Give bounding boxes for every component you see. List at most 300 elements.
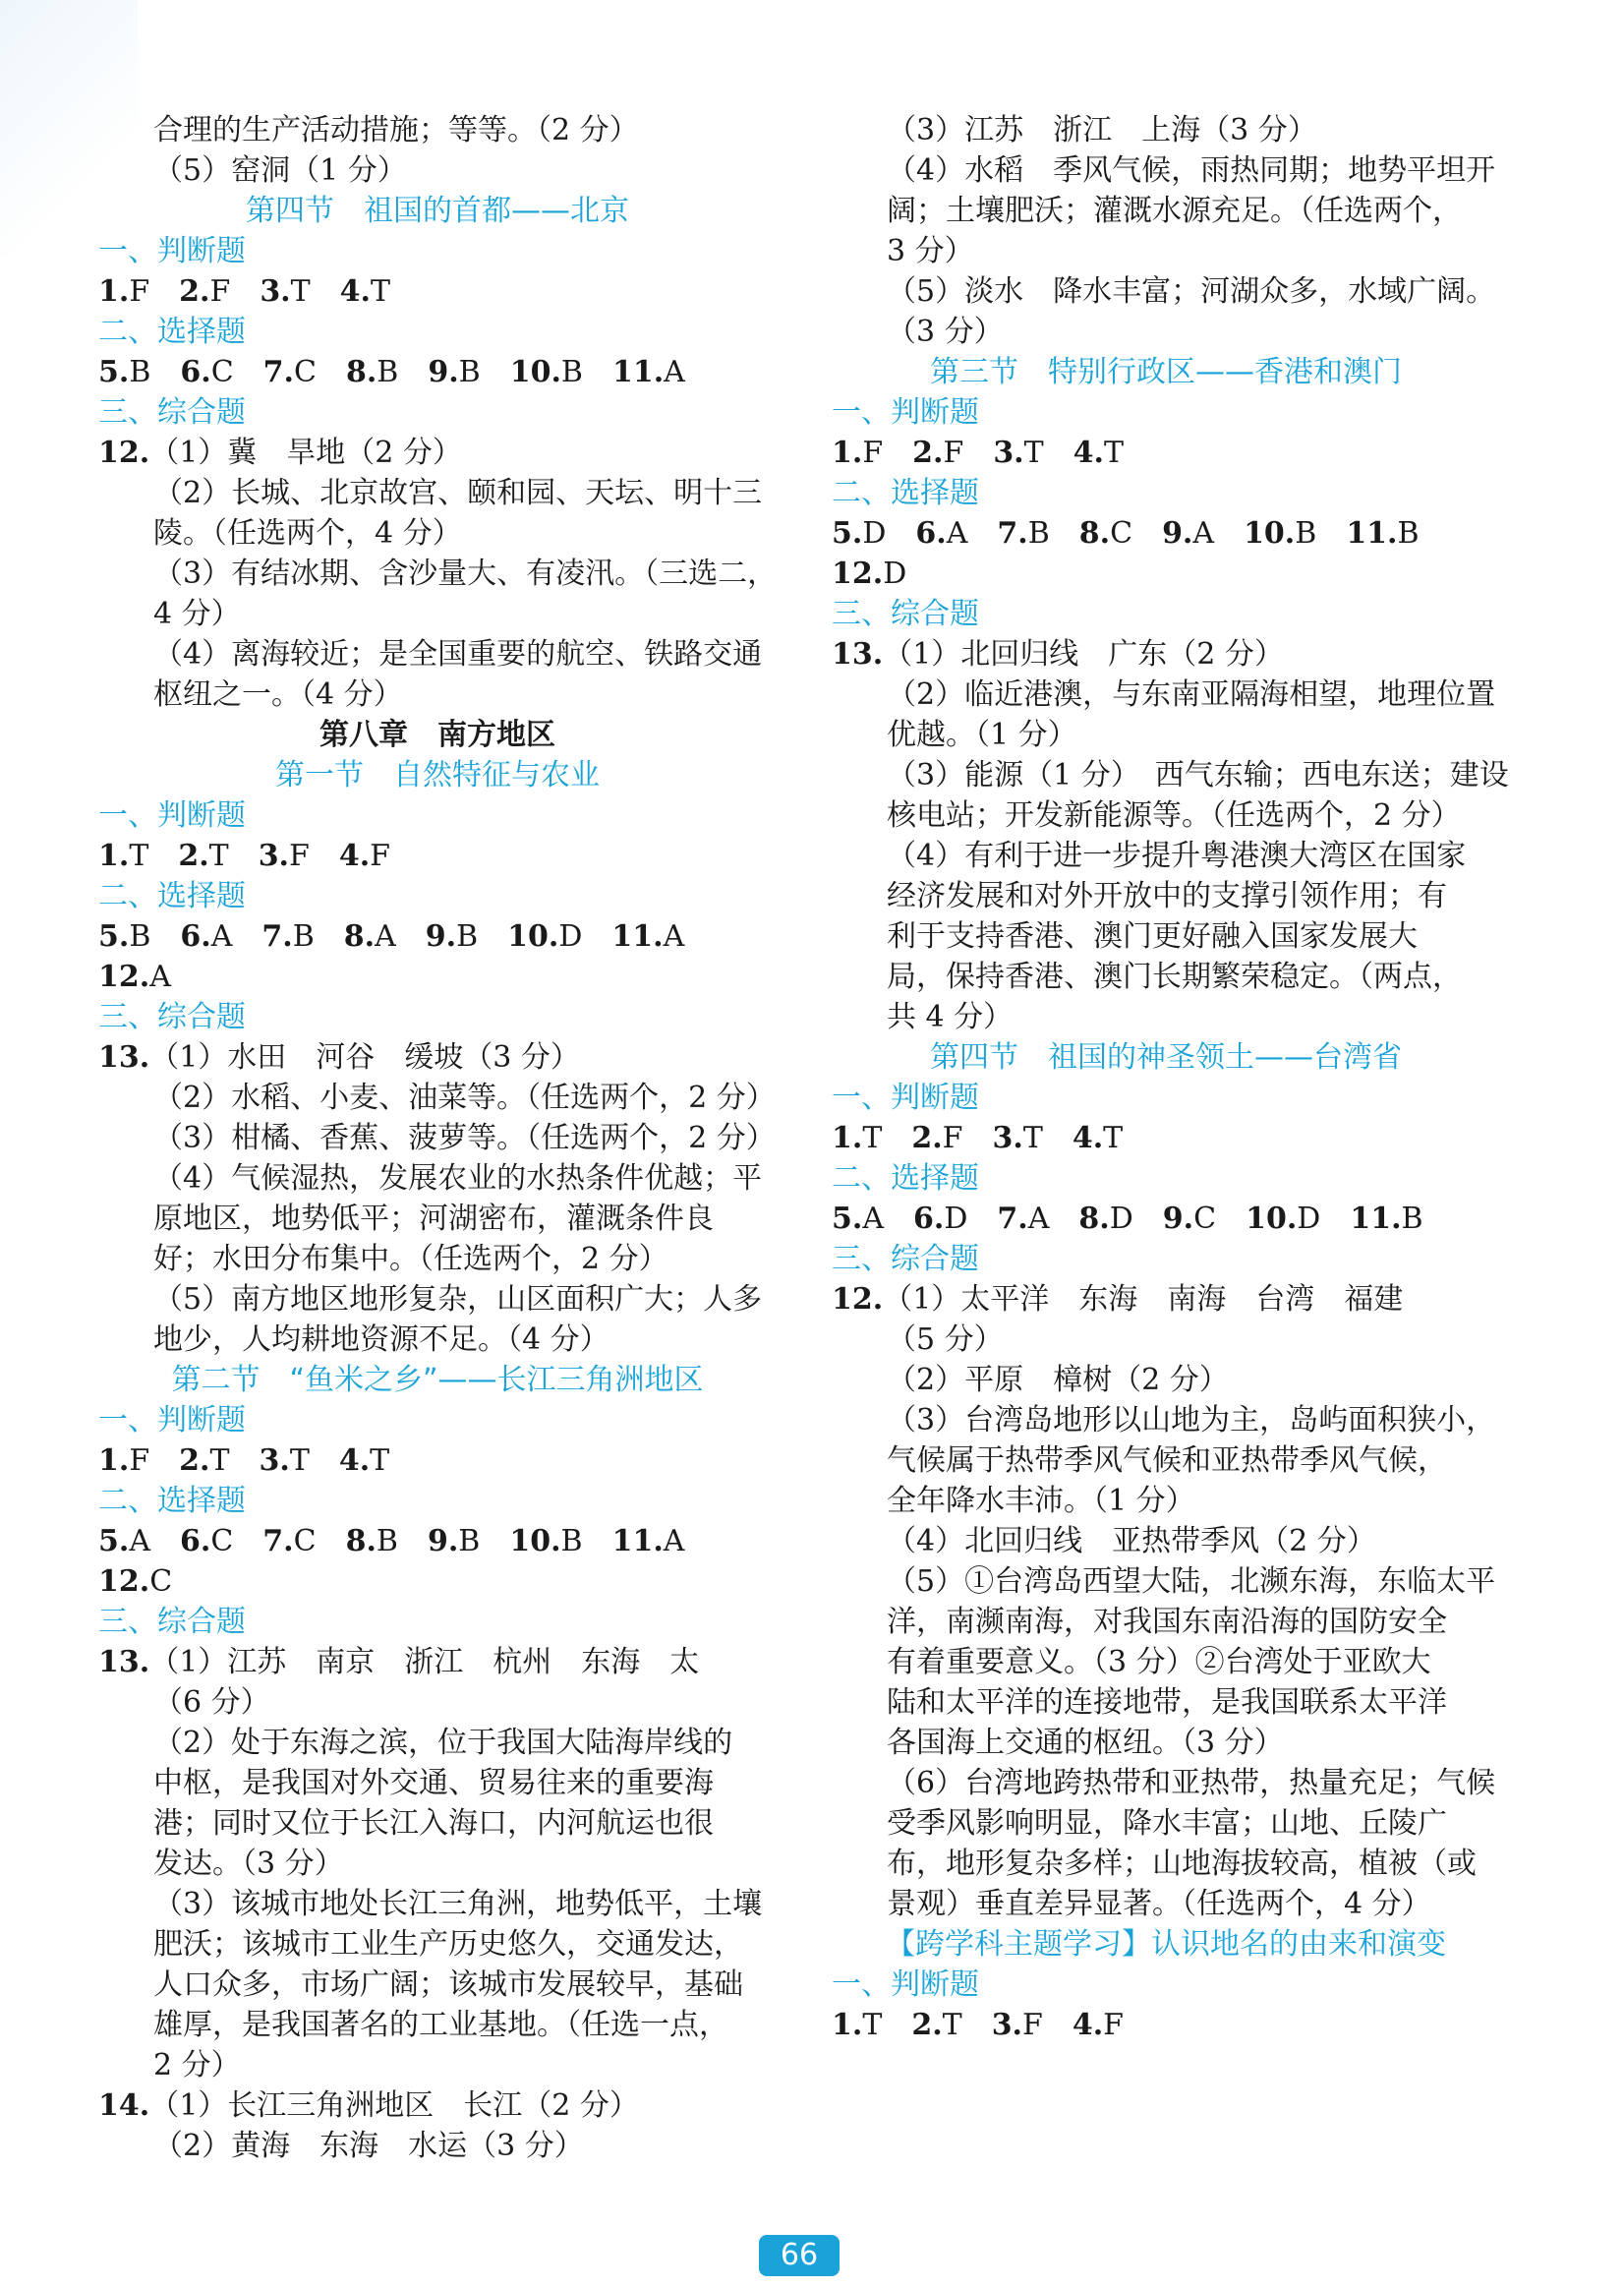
text-line: 全年降水丰沛。（1 分）: [887, 1484, 1195, 1518]
answer-value: A: [1192, 516, 1215, 551]
answer-value: B: [129, 355, 151, 389]
answer-item: [611, 916, 684, 957]
answer-value: T: [289, 1443, 310, 1478]
answer-value: A: [149, 960, 171, 994]
answer-item: [98, 1440, 149, 1481]
answer-number: 2.: [179, 1443, 210, 1478]
answer-item: [997, 1199, 1049, 1239]
text-line: 阔；土壤肥沃；灌溉水源充足。（任选两个，: [887, 194, 1462, 228]
answer-item: [261, 916, 314, 957]
answer-item: [507, 916, 582, 957]
question-line: [98, 2085, 777, 2126]
answer-value: A: [862, 1202, 884, 1236]
answer-item: [263, 352, 317, 392]
answer-value: T: [129, 839, 149, 873]
answer-value: B: [1295, 516, 1317, 551]
answer-value: F: [370, 839, 390, 873]
answer-item: [997, 513, 1049, 554]
question-type-heading: 一、判断题: [832, 395, 979, 430]
answer-number: 8.: [345, 355, 377, 389]
answer-item: [993, 1118, 1043, 1158]
answer-row: [98, 957, 777, 997]
answer-value: D: [1109, 1202, 1133, 1236]
answer-number: 3.: [991, 2008, 1023, 2042]
text-line: （6 分）: [153, 1685, 270, 1720]
answer-item: [179, 1440, 229, 1481]
answer-item: [260, 1440, 310, 1481]
question-number: 12.: [98, 436, 150, 470]
answer-item: [912, 433, 963, 473]
answer-number: 11.: [1346, 516, 1398, 551]
answer-number: 8.: [1078, 1202, 1110, 1236]
answer-item: [612, 352, 685, 392]
text-line: 洋，南濒南海，对我国东南沿海的国防安全: [887, 1605, 1447, 1639]
answer-item: [1246, 1199, 1320, 1239]
answer-number: 10.: [507, 919, 559, 954]
text-line: 共 4 分）: [887, 1000, 1014, 1034]
answer-number: 10.: [509, 1524, 561, 1558]
section-heading: 第四节 祖国的神圣领土——台湾省: [930, 1040, 1402, 1075]
answer-value: A: [1027, 1202, 1050, 1236]
answer-item: [98, 836, 148, 876]
answer-number: 1.: [832, 1121, 863, 1155]
answer-value: T: [370, 1443, 390, 1478]
question-type-heading: 一、判断题: [832, 1967, 979, 2002]
answer-value: B: [560, 1524, 583, 1558]
answer-value: A: [664, 355, 685, 389]
answer-number: 1.: [98, 1443, 130, 1478]
answer-item: [426, 916, 478, 957]
answer-value: T: [862, 2008, 883, 2042]
answer-number: 3.: [258, 839, 290, 873]
answer-number: 12.: [98, 960, 150, 994]
answer-number: 2.: [911, 2008, 943, 2042]
answer-value: D: [558, 919, 583, 954]
answer-item: [1073, 1118, 1123, 1158]
answer-value: T: [208, 839, 229, 873]
answer-number: 2.: [911, 1121, 943, 1155]
text-line: 局，保持香港、澳门长期繁荣稳定。（两点，: [887, 960, 1462, 994]
answer-number: 1.: [98, 839, 130, 873]
answer-item: [1073, 433, 1124, 473]
question-type-heading: 三、综合题: [832, 1242, 979, 1276]
text-line: 有着重要意义。（3 分）②台湾处于亚欧大: [887, 1645, 1431, 1679]
question-number: 13.: [98, 1040, 150, 1075]
question-type-heading: 三、综合题: [98, 1000, 246, 1034]
answer-item: [832, 554, 906, 594]
question-text: （1）北回归线 广东（2 分）: [883, 637, 1284, 672]
answer-value: F: [943, 436, 964, 470]
answer-item: [911, 1118, 962, 1158]
answer-value: A: [210, 919, 233, 954]
answer-number: 4.: [339, 274, 371, 309]
answer-number: 6.: [913, 1202, 945, 1236]
question-line: [98, 433, 777, 473]
answer-value: B: [376, 1524, 398, 1558]
answer-item: [1350, 1199, 1422, 1239]
question-number: 13.: [832, 637, 884, 672]
answer-number: 7.: [262, 1524, 294, 1558]
text-line: （4）北回归线 亚热带季风（2 分）: [887, 1524, 1376, 1558]
answer-item: [832, 1199, 884, 1239]
question-line: [98, 1642, 777, 1682]
answer-value: A: [946, 516, 968, 551]
answer-item: [346, 352, 398, 392]
answer-item: [1073, 2005, 1124, 2045]
question-text: （1）水田 河谷 缓坡（3 分）: [149, 1040, 580, 1075]
answer-number: 11.: [611, 919, 664, 954]
text-line: （3）有结冰期、含沙量大、有凌汛。（三选二，: [153, 557, 778, 591]
question-text: （1）长江三角洲地区 长江（2 分）: [149, 2088, 639, 2123]
text-line: 肥沃；该城市工业生产历史悠久，交通发达，: [153, 1927, 743, 1962]
answer-item: [832, 513, 886, 554]
answer-item: [911, 2005, 961, 2045]
answer-item: [832, 1118, 882, 1158]
question-line: [98, 1037, 777, 1078]
answer-row: [832, 2005, 1500, 2045]
answer-item: [428, 1521, 480, 1561]
answer-item: [98, 271, 149, 312]
answer-number: 12.: [832, 557, 884, 591]
answer-item: [1346, 513, 1419, 554]
answer-row: [98, 916, 777, 957]
answer-row: [832, 554, 1500, 594]
answer-item: [98, 1521, 150, 1561]
answer-item: [1163, 1199, 1216, 1239]
text-line: 陵。（任选两个，4 分）: [153, 516, 462, 551]
answer-number: 4.: [338, 1443, 371, 1478]
answer-number: 11.: [611, 355, 665, 389]
answer-number: 1.: [98, 274, 130, 309]
answer-item: [913, 1199, 967, 1239]
answer-number: 9.: [428, 355, 459, 389]
question-type-heading: 三、综合题: [832, 597, 979, 631]
answer-number: 9.: [427, 1524, 459, 1558]
text-line: 2 分）: [153, 2048, 241, 2083]
answer-number: 4.: [1073, 436, 1104, 470]
answer-item: [993, 433, 1043, 473]
text-line: （4）气候湿热，发展农业的水热条件优越；平: [153, 1161, 763, 1196]
answer-value: F: [129, 1443, 150, 1478]
answer-number: 10.: [1244, 516, 1296, 551]
answer-value: T: [1103, 1121, 1124, 1155]
answer-item: [428, 352, 480, 392]
answer-number: 7.: [997, 516, 1028, 551]
answer-row: [832, 1118, 1500, 1158]
text-line: 3 分）: [887, 234, 974, 268]
question-type-heading: 三、综合题: [98, 1605, 246, 1639]
answer-number: 7.: [262, 355, 294, 389]
answer-item: [992, 2005, 1043, 2045]
answer-row: [98, 1521, 777, 1561]
answer-number: 5.: [98, 355, 130, 389]
text-line: 利于支持香港、澳门更好融入国家发展大: [887, 919, 1418, 954]
question-text: （1）冀 旱地（2 分）: [149, 436, 462, 470]
text-line: 经济发展和对外开放中的支撑引领作用；有: [887, 879, 1447, 913]
answer-item: [340, 271, 390, 312]
answer-item: [262, 1521, 316, 1561]
answer-item: [259, 836, 310, 876]
answer-value: C: [210, 355, 234, 389]
answer-value: B: [292, 919, 315, 954]
answer-number: 6.: [180, 355, 211, 389]
answer-number: 9.: [1162, 1202, 1194, 1236]
answer-value: B: [456, 919, 479, 954]
answer-value: B: [1397, 516, 1420, 551]
text-line: （2）临近港澳，与东南亚隔海相望，地理位置: [887, 677, 1496, 712]
answer-number: 5.: [98, 1524, 130, 1558]
answer-number: 2.: [179, 274, 210, 309]
text-line: 合理的生产活动措施；等等。（2 分）: [153, 113, 639, 147]
answer-value: T: [209, 1443, 230, 1478]
answer-item: [98, 352, 150, 392]
answer-item: [612, 1521, 685, 1561]
answer-value: F: [1103, 2008, 1124, 2042]
question-type-heading: 三、综合题: [98, 395, 246, 430]
answer-value: A: [663, 919, 685, 954]
answer-value: B: [377, 355, 399, 389]
text-line: 气候属于热带季风气候和亚热带季风气候，: [887, 1443, 1447, 1478]
text-line: （2）处于东海之滨，位于我国大陆海岸线的: [153, 1726, 733, 1760]
question-text: （1）太平洋 东海 南海 台湾 福建: [883, 1282, 1404, 1317]
answer-number: 8.: [345, 1524, 377, 1558]
answer-row: [98, 1440, 777, 1481]
answer-value: F: [942, 1121, 963, 1155]
answer-value: T: [942, 2008, 962, 2042]
answer-item: [339, 836, 390, 876]
text-line: 发达。（3 分）: [153, 1847, 344, 1881]
answer-item: [180, 352, 233, 392]
answer-value: F: [289, 839, 310, 873]
answer-number: 6.: [915, 516, 947, 551]
text-line: 布，地形复杂多样；山地海拔较高，植被（或: [887, 1847, 1477, 1881]
answer-item: [832, 2005, 882, 2045]
text-line: （3）能源（1 分） 西气东输；西电东送；建设: [887, 758, 1509, 792]
answer-value: B: [458, 355, 481, 389]
answer-value: A: [375, 919, 396, 954]
text-line: 雄厚，是我国著名的工业基地。（任选一点，: [153, 2008, 728, 2042]
answer-value: D: [944, 1202, 968, 1236]
answer-item: [180, 916, 232, 957]
text-line: （3）江苏 浙江 上海（3 分）: [887, 113, 1317, 147]
answer-value: C: [149, 1564, 173, 1599]
answer-number: 1.: [832, 2008, 863, 2042]
text-line: 陆和太平洋的连接地带，是我国联系太平洋: [887, 1685, 1447, 1720]
answer-item: [98, 916, 150, 957]
text-line: （5）淡水 降水丰富；河湖众多，水域广阔。: [887, 274, 1496, 309]
answer-row: [832, 433, 1500, 473]
text-line: （4）水稻 季风气候，雨热同期；地势平坦开: [887, 153, 1496, 188]
question-type-heading: 一、判断题: [98, 798, 246, 833]
answer-item: [178, 836, 228, 876]
answer-number: 5.: [832, 516, 863, 551]
answer-value: A: [129, 1524, 150, 1558]
answer-number: 1.: [832, 436, 863, 470]
answer-value: T: [290, 274, 311, 309]
answer-number: 2.: [178, 839, 209, 873]
text-line: 受季风影响明显，降水丰富；山地、丘陵广: [887, 1806, 1447, 1841]
text-line: （5）窑洞（1 分）: [153, 153, 407, 188]
right-column: [832, 110, 1509, 2045]
answer-number: 7.: [997, 1202, 1028, 1236]
answer-number: 6.: [180, 919, 211, 954]
answer-item: [1078, 1199, 1132, 1239]
answer-number: 11.: [1350, 1202, 1402, 1236]
answer-number: 10.: [1246, 1202, 1298, 1236]
answer-item: [98, 1561, 172, 1602]
question-type-heading: 一、判断题: [98, 234, 246, 268]
answer-row: [98, 836, 777, 876]
question-line: [832, 634, 1500, 675]
answer-number: 9.: [425, 919, 457, 954]
text-line: 核电站；开发新能源等。（任选两个，2 分）: [887, 798, 1461, 833]
answer-item: [344, 916, 396, 957]
answer-number: 3.: [993, 436, 1024, 470]
answer-value: F: [209, 274, 231, 309]
answer-row: [98, 1561, 777, 1602]
answer-item: [1162, 513, 1214, 554]
answer-value: F: [862, 436, 884, 470]
answer-number: 12.: [98, 1564, 150, 1599]
answer-item: [832, 433, 883, 473]
section-heading: 第二节 “鱼米之乡”——长江三角洲地区: [171, 1363, 704, 1397]
answer-value: B: [1401, 1202, 1423, 1236]
text-line: （5）南方地区地形复杂，山区面积广大；人多: [153, 1282, 763, 1317]
answer-number: 4.: [1072, 1121, 1104, 1155]
question-type-heading: 二、选择题: [98, 315, 246, 349]
text-line: （3）该城市地处长江三角洲，地势低平，土壤: [153, 1887, 763, 1921]
answer-number: 6.: [180, 1524, 211, 1558]
question-type-heading: 二、选择题: [832, 1161, 979, 1196]
answer-value: B: [129, 919, 151, 954]
answer-value: T: [862, 1121, 883, 1155]
text-line: （4）离海较近；是全国重要的航空、铁路交通: [153, 637, 763, 672]
answer-value: T: [370, 274, 390, 309]
text-line: （6）台湾地跨热带和亚热带，热量充足；气候: [887, 1766, 1496, 1800]
answer-value: F: [1022, 2008, 1043, 2042]
section-heading: 【跨学科主题学习】认识地名的由来和演变: [886, 1927, 1446, 1962]
answer-number: 3.: [260, 274, 291, 309]
answer-number: 3.: [259, 1443, 290, 1478]
answer-item: [915, 513, 967, 554]
chapter-heading: 第八章 南方地区: [319, 718, 555, 752]
question-type-heading: 二、选择题: [98, 1484, 246, 1518]
answer-number: 7.: [261, 919, 293, 954]
answer-row: [98, 352, 777, 392]
answer-item: [98, 957, 171, 997]
answer-value: C: [293, 1524, 317, 1558]
text-line: （2）长城、北京故宫、颐和园、天坛、明十三: [153, 476, 763, 510]
answer-value: D: [1297, 1202, 1321, 1236]
answer-value: B: [1027, 516, 1050, 551]
answer-row: [98, 271, 777, 312]
question-number: 13.: [98, 1645, 150, 1679]
answer-value: T: [1023, 436, 1044, 470]
answer-value: F: [129, 274, 150, 309]
answer-number: 11.: [611, 1524, 664, 1558]
answer-value: B: [458, 1524, 481, 1558]
text-line: 好；水田分布集中。（任选两个，2 分）: [153, 1242, 668, 1276]
page-number: 66: [759, 2235, 840, 2276]
answer-number: 2.: [912, 436, 944, 470]
answer-value: C: [294, 355, 317, 389]
answer-value: C: [210, 1524, 234, 1558]
question-type-heading: 一、判断题: [98, 1403, 246, 1437]
text-line: 枢纽之一。（4 分）: [153, 677, 403, 712]
answer-number: 3.: [992, 1121, 1023, 1155]
section-heading: 第三节 特别行政区——香港和澳门: [930, 355, 1402, 389]
answer-row: [832, 1199, 1500, 1239]
question-text: （1）江苏 南京 浙江 杭州 东海 太: [149, 1645, 700, 1679]
answer-number: 8.: [1078, 516, 1111, 551]
text-line: 原地区，地势低平；河湖密布，灌溉条件良: [153, 1202, 714, 1236]
answer-item: [1244, 513, 1316, 554]
answer-item: [1079, 513, 1132, 554]
text-line: 4 分）: [153, 597, 241, 631]
question-type-heading: 二、选择题: [832, 476, 979, 510]
answer-value: B: [560, 355, 583, 389]
text-line: 中枢，是我国对外交通、贸易往来的重要海: [153, 1766, 714, 1800]
answer-item: [339, 1440, 389, 1481]
text-line: （3 分）: [887, 315, 1004, 349]
section-heading: 第四节 祖国的首都——北京: [246, 194, 629, 228]
question-type-heading: 二、选择题: [98, 879, 246, 913]
text-line: （3）台湾岛地形以山地为主，岛屿面积狭小，: [887, 1403, 1496, 1437]
text-line: （2）水稻、小麦、油菜等。（任选两个，2 分）: [153, 1081, 776, 1115]
answer-value: D: [883, 557, 907, 591]
answer-value: D: [862, 516, 887, 551]
answer-row: [832, 513, 1500, 554]
answer-value: C: [1110, 516, 1133, 551]
answer-item: [510, 352, 583, 392]
question-number: 14.: [98, 2088, 150, 2123]
question-number: 12.: [832, 1282, 884, 1317]
text-line: （2）黄海 东海 水运（3 分）: [153, 2129, 584, 2163]
answer-number: 9.: [1162, 516, 1193, 551]
answer-number: 5.: [98, 919, 130, 954]
answer-number: 4.: [1072, 2008, 1104, 2042]
text-line: 人口众多，市场广阔；该城市发展较早，基础: [153, 1967, 743, 2002]
text-line: 各国海上交通的枢纽。（3 分）: [887, 1726, 1284, 1760]
answer-number: 4.: [338, 839, 371, 873]
answer-item: [260, 271, 310, 312]
left-column: [98, 110, 777, 2166]
question-line: [832, 1279, 1500, 1320]
answer-item: [179, 271, 230, 312]
text-line: （3）柑橘、香蕉、菠萝等。（任选两个，2 分）: [153, 1121, 776, 1155]
answer-item: [346, 1521, 398, 1561]
answer-item: [180, 1521, 233, 1561]
text-line: 景观）垂直差异显著。（任选两个，4 分）: [887, 1887, 1431, 1921]
answer-value: T: [1022, 1121, 1043, 1155]
answer-number: 8.: [343, 919, 376, 954]
text-line: 港；同时又位于长江入海口，内河航运也很: [153, 1806, 714, 1841]
text-line: （2）平原 樟树（2 分）: [887, 1363, 1229, 1397]
section-heading: 第一节 自然特征与农业: [275, 758, 600, 792]
answer-number: 5.: [832, 1202, 863, 1236]
text-line: （5）①台湾岛西望大陆，北濒东海，东临太平: [887, 1564, 1496, 1599]
question-type-heading: 一、判断题: [832, 1081, 979, 1115]
text-line: （4）有利于进一步提升粤港澳大湾区在国家: [887, 839, 1467, 873]
answer-value: C: [1193, 1202, 1217, 1236]
text-line: 优越。（1 分）: [887, 718, 1077, 752]
answer-item: [509, 1521, 582, 1561]
answer-number: 10.: [509, 355, 561, 389]
text-line: （5 分）: [887, 1322, 1004, 1357]
answer-value: T: [1103, 436, 1124, 470]
text-line: 地少，人均耕地资源不足。（4 分）: [153, 1322, 609, 1357]
answer-value: A: [663, 1524, 685, 1558]
